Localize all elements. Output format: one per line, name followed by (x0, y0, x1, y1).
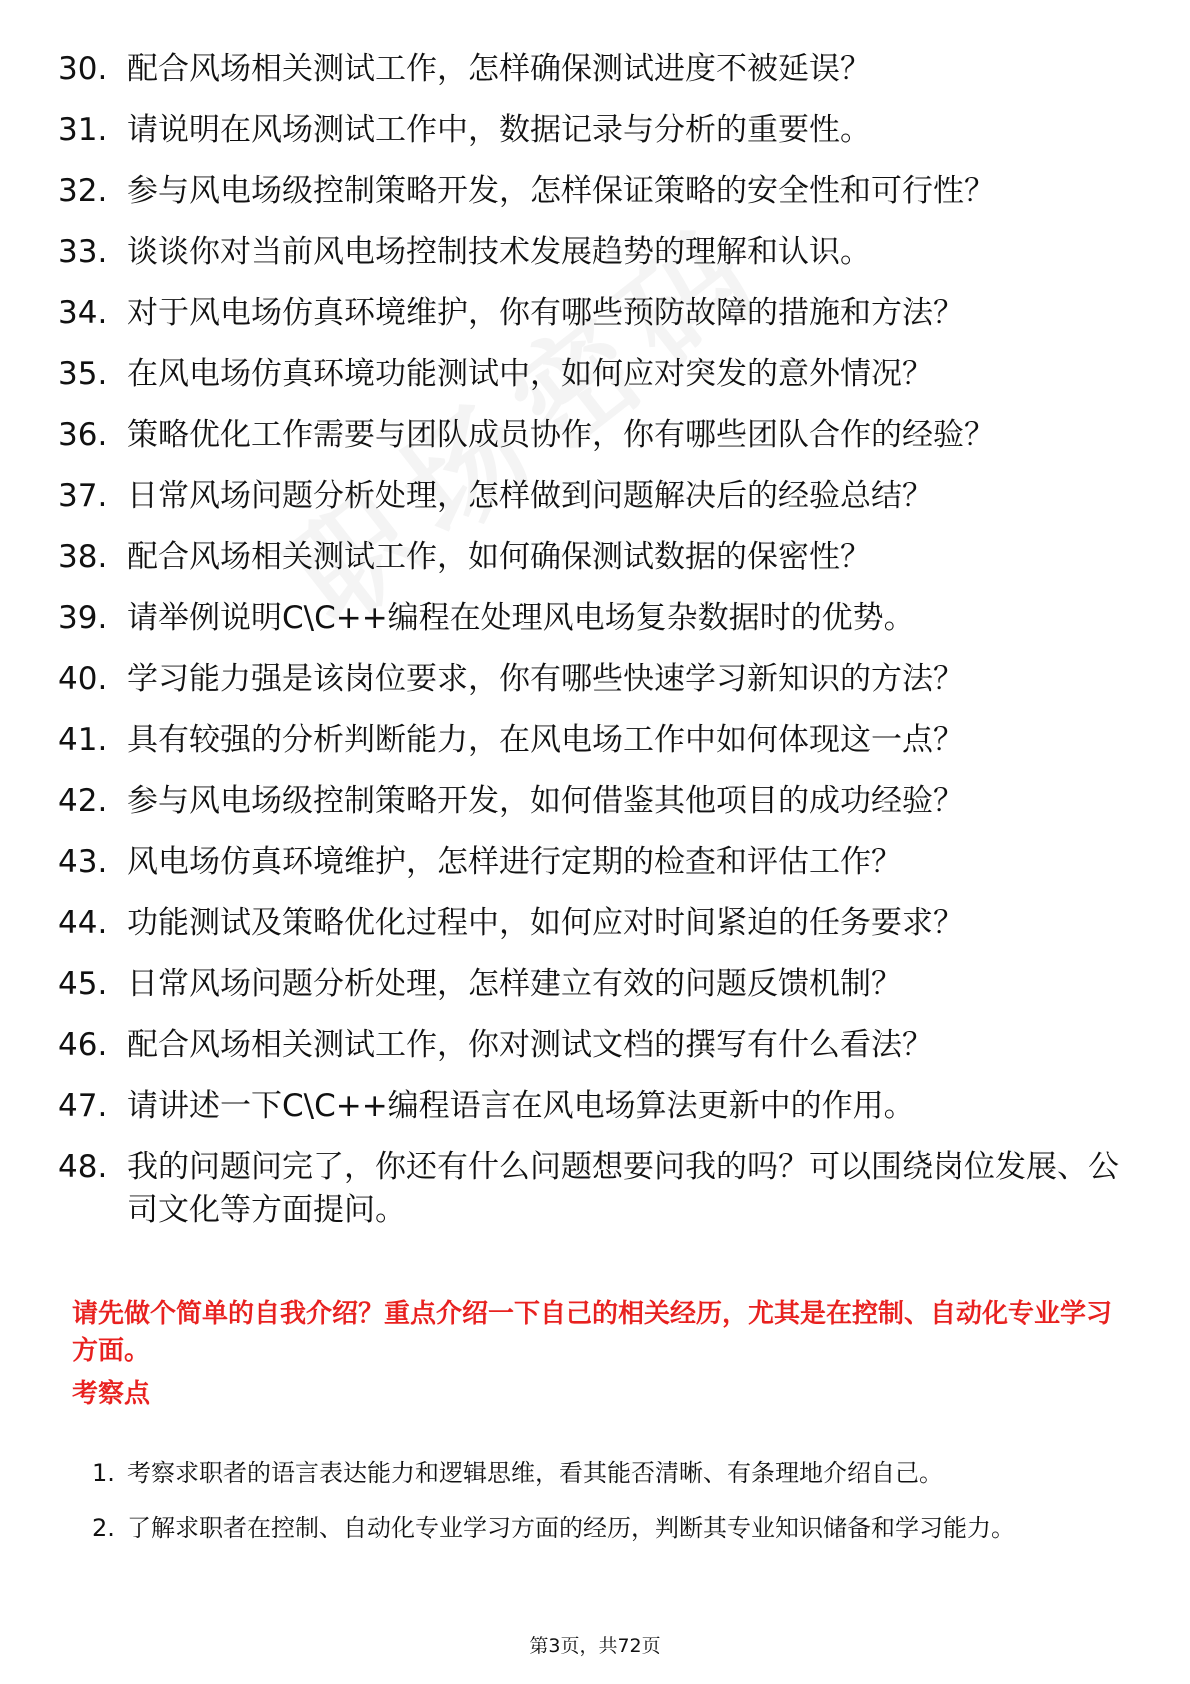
intro-question: 请先做个简单的自我介绍？重点介绍一下自己的相关经历，尤其是在控制、自动化专业学习方面。 (72, 1299, 1113, 1366)
question-text: 学习能力强是该岗位要求，你有哪些快速学习新知识的方法？ (127, 661, 964, 697)
question-item (58, 719, 1128, 762)
question-text: 日常风场问题分析处理，怎样建立有效的问题反馈机制？ (127, 966, 902, 1002)
question-item (58, 109, 1128, 152)
question-number: 48. (58, 1149, 108, 1185)
question-item (58, 231, 1128, 274)
question-number: 30. (58, 51, 108, 87)
question-text: 请说明在风场测试工作中，数据记录与分析的重要性。 (127, 112, 871, 148)
question-item (58, 414, 1128, 457)
question-number: 41. (58, 722, 108, 758)
point-text: 了解求职者在控制、自动化专业学习方面的经历，判断其专业知识储备和学习能力。 (127, 1514, 1015, 1542)
question-item (58, 170, 1128, 213)
question-text: 参与风电场级控制策略开发，如何借鉴其他项目的成功经验？ (127, 783, 964, 819)
question-item (58, 841, 1128, 884)
question-number: 46. (58, 1027, 108, 1063)
question-number: 34. (58, 295, 108, 331)
question-item (58, 353, 1128, 396)
question-text: 配合风场相关测试工作，怎样确保测试进度不被延误？ (127, 51, 871, 87)
page-footer: 第3页，共72页 (529, 1635, 661, 1657)
question-item (58, 1024, 1128, 1067)
question-number: 32. (58, 173, 108, 209)
question-number: 47. (58, 1088, 108, 1124)
question-number: 44. (58, 905, 108, 941)
question-item (58, 48, 1128, 91)
question-item (58, 658, 1128, 701)
question-text: 对于风电场仿真环境维护，你有哪些预防故障的措施和方法？ (127, 295, 964, 331)
question-text: 在风电场仿真环境功能测试中，如何应对突发的意外情况？ (127, 356, 933, 392)
question-item (58, 780, 1128, 823)
question-number: 31. (58, 112, 108, 148)
question-text: 功能测试及策略优化过程中，如何应对时间紧迫的任务要求？ (127, 905, 964, 941)
question-item (58, 292, 1128, 335)
question-item (58, 1146, 1128, 1232)
question-list (58, 48, 1128, 1250)
point-text: 考察求职者的语言表达能力和逻辑思维，看其能否清晰、有条理地介绍自己。 (127, 1459, 943, 1487)
question-number: 39. (58, 600, 108, 636)
question-number: 43. (58, 844, 108, 880)
question-number: 45. (58, 966, 108, 1002)
question-item (58, 902, 1128, 945)
question-item (58, 963, 1128, 1006)
question-item (58, 1085, 1128, 1128)
question-number: 35. (58, 356, 108, 392)
question-text: 谈谈你对当前风电场控制技术发展趋势的理解和认识。 (127, 234, 871, 270)
question-text: 请讲述一下C\C++编程语言在风电场算法更新中的作用。 (127, 1088, 915, 1124)
question-text: 请举例说明C\C++编程在处理风电场复杂数据时的优势。 (127, 600, 915, 636)
point-number: 2. (92, 1514, 115, 1542)
question-text: 具有较强的分析判断能力，在风电场工作中如何体现这一点？ (127, 722, 964, 758)
assessment-point (92, 1501, 1122, 1556)
question-text: 参与风电场级控制策略开发，怎样保证策略的安全性和可行性？ (127, 173, 995, 209)
question-text: 配合风场相关测试工作，如何确保测试数据的保密性？ (127, 539, 871, 575)
question-text: 风电场仿真环境维护，怎样进行定期的检查和评估工作？ (127, 844, 902, 880)
question-number: 38. (58, 539, 108, 575)
question-text: 配合风场相关测试工作，你对测试文档的撰写有什么看法？ (127, 1027, 933, 1063)
question-number: 40. (58, 661, 108, 697)
assessment-points (92, 1446, 1122, 1556)
question-number: 33. (58, 234, 108, 270)
question-text: 日常风场问题分析处理，怎样做到问题解决后的经验总结？ (127, 478, 933, 514)
question-text: 我的问题问完了，你还有什么问题想要问我的吗？可以围绕岗位发展、公司文化等方面提问。 (127, 1149, 1119, 1228)
question-item (58, 475, 1128, 518)
question-number: 42. (58, 783, 108, 819)
question-number: 37. (58, 478, 108, 514)
question-text: 策略优化工作需要与团队成员协作，你有哪些团队合作的经验？ (127, 417, 995, 453)
section-label: 考察点 (72, 1379, 151, 1409)
question-item (58, 536, 1128, 579)
question-number: 36. (58, 417, 108, 453)
assessment-point (92, 1446, 1122, 1501)
question-item (58, 597, 1128, 640)
point-number: 1. (92, 1459, 115, 1487)
